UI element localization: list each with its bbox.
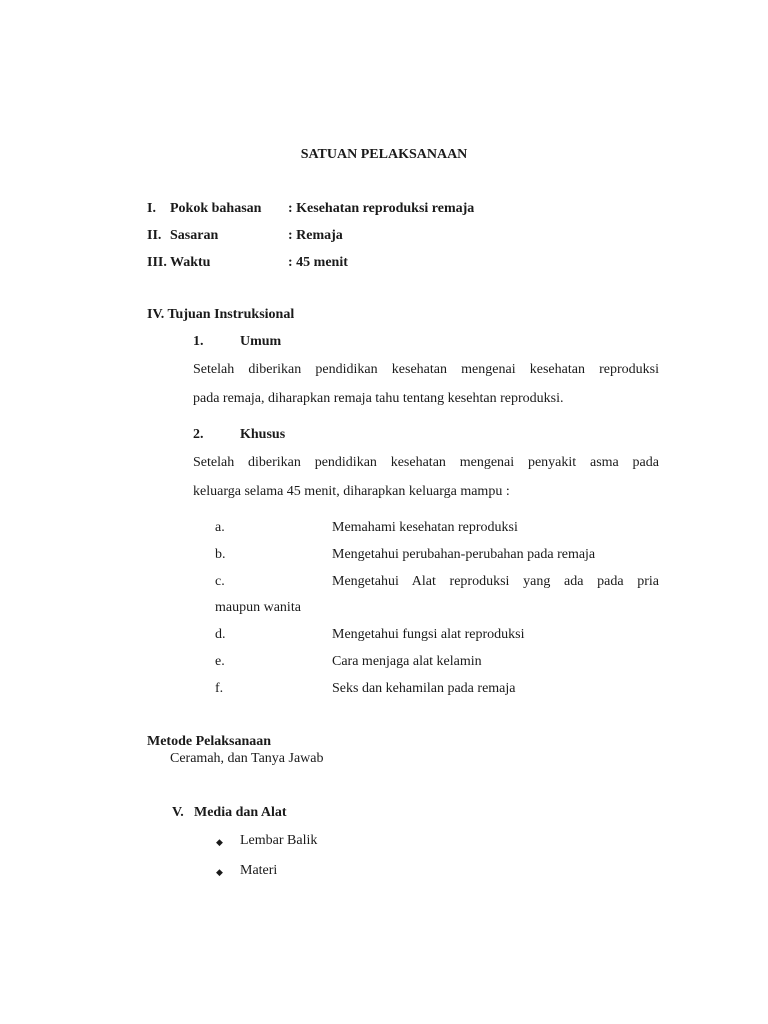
metode-text: Ceramah, dan Tanya Jawab [170,751,324,766]
row-label-sasaran: Sasaran [170,228,219,243]
media-item-1: Lembar Balik [240,833,318,848]
row-number-1: I. [147,201,156,216]
row-value-waktu: : 45 menit [288,255,348,270]
diamond-bullet-icon: ◆ [216,867,223,877]
list-letter-b: b. [215,547,226,562]
khusus-line-2: keluarga selama 45 menit, diharapkan keluarga mampu : [193,484,510,499]
list-item-a: Memahami kesehatan reproduksi [332,520,518,535]
khusus-paragraph [193,448,659,506]
list-letter-e: e. [215,654,225,669]
row-number-3: III. [147,255,167,270]
row-number-2: II. [147,228,162,243]
list-letter-d: d. [215,627,226,642]
row-label-waktu: Waktu [170,255,211,270]
row-value-sasaran: : Remaja [288,228,343,243]
list-item-d: Mengetahui fungsi alat reproduksi [332,627,525,642]
khusus-heading: Khusus [240,427,286,442]
khusus-line-1: Setelah diberikan pendidikan kesehatan mengenai penyakit asma pada [193,455,659,470]
umum-line-2: pada remaja, diharapkan remaja tahu tentang kesehtan reproduksi. [193,391,564,406]
umum-heading: Umum [240,334,282,349]
section-v-number: V. [172,805,184,820]
khusus-number: 2. [193,427,204,442]
row-label-pokok-bahasan: Pokok bahasan [170,201,262,216]
list-item-c-continuation: maupun wanita [215,600,301,615]
list-letter-a: a. [215,520,225,535]
metode-heading: Metode Pelaksanaan [147,734,272,749]
section-iv-heading: IV. Tujuan Instruksional [147,307,295,322]
umum-number: 1. [193,334,204,349]
list-letter-f: f. [215,681,224,696]
list-letter-c: c. [215,574,225,589]
umum-paragraph [193,355,659,413]
list-item-e: Cara menjaga alat kelamin [332,654,482,669]
page-title: SATUAN PELAKSANAAN [300,147,468,162]
section-v-heading: Media dan Alat [194,805,287,820]
umum-line-1: Setelah diberikan pendidikan kesehatan mengenai kesehatan reproduksi [193,362,659,377]
list-item-c: Mengetahui Alat reproduksi yang ada pada pria [332,574,659,589]
row-value-pokok-bahasan: : Kesehatan reproduksi remaja [288,201,475,216]
list-item-f: Seks dan kehamilan pada remaja [332,681,516,696]
diamond-bullet-icon: ◆ [216,837,223,847]
media-item-2: Materi [240,863,278,878]
list-item-b: Mengetahui perubahan-perubahan pada remaja [332,547,596,562]
